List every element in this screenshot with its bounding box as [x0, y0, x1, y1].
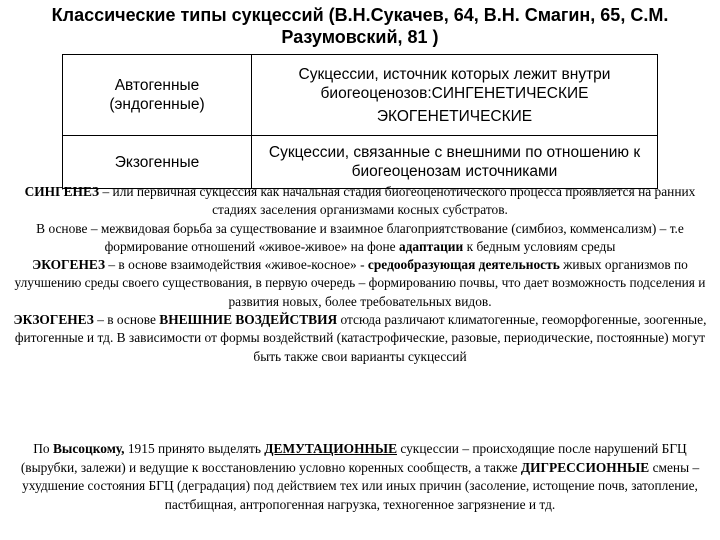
term-ecogenesis: ЭКОГЕНЕЗ: [32, 257, 106, 273]
term-adaptation: адаптации: [398, 238, 464, 254]
syngenesis-basis-paragraph: В основе – межвидовая борьба за существование и взаимное благоприятствование (симбиоз, комменсализм) – т.е формирование отношений «живое-живое» на фоне адаптации к бедным условиям среды: [36, 220, 684, 254]
term-syngenesis: СИНГЕНЕЗ: [24, 184, 100, 199]
table-row: [63, 55, 658, 136]
term-environment-forming: средообразующая деятельность: [367, 257, 560, 273]
table-cell-description: [252, 55, 658, 136]
term-exogenesis: ЭКЗОГЕНЕЗ: [13, 312, 94, 328]
table-row: [63, 136, 658, 189]
table-cell-description: Сукцессии, связанные с внешними по отношению к биогеоценозам источниками: [252, 136, 658, 189]
table-cell-type: Автогенные (эндогенные): [63, 55, 252, 136]
ecogenesis-paragraph: ЭКОГЕНЕЗ – в основе взаимодействия «живое-косное» - средообразующая деятельность живых организмов по улучшению среды своего существования, в первую очередь – формированию почвы, что дает возможность подселения и развития новых, более требовательных видов.: [14, 257, 706, 309]
succession-types-table: [62, 54, 658, 189]
main-text: [4, 183, 716, 366]
term-demutation: ДЕМУТАЦИОННЫЕ: [264, 441, 397, 456]
description-text: Сукцессии, источник которых лежит внутри биогеоценозов:СИНГЕНЕТИЧЕСКИЕ: [298, 65, 611, 102]
description-text-extra: ЭКОГЕНЕТИЧЕСКИЕ: [376, 107, 533, 125]
syngenesis-paragraph: СИНГЕНЕЗ – или первичная сукцессия как начальная стадия биогеоценотического процесса проявляется на ранних стадиях заселения организмами косных субстратов.: [24, 184, 696, 218]
term-external-impacts: ВНЕШНИЕ ВОЗДЕЙСТВИЯ: [159, 312, 338, 328]
author-vysotsky: Высоцкому,: [52, 441, 125, 456]
page-title: Классические типы сукцессий (В.Н.Сукачев, 64, В.Н. Смагин, 65, С.М. Разумовский, 81 ): [51, 5, 669, 47]
term-digression: ДИГРЕССИОННЫЕ: [520, 459, 650, 475]
table-cell-type: Экзогенные: [63, 136, 252, 189]
footer-paragraph: По Высоцкому, 1915 принято выделять ДЕМУТАЦИОННЫЕ сукцессии – происходящие после нарушений БГЦ (вырубки, залежи) и ведущие к восстановлению условно коренных сообществ, а также ДИГРЕССИОННЫЕ смены – ухудшение состояния БГЦ (деградация) под действием тех или иных причин (засоление, истощение почв, затопление, пастбищная, антропогенная нагрузка, техногенное загрязнение и тд.: [20, 441, 700, 512]
exogenesis-paragraph: ЭКЗОГЕНЕЗ – в основе ВНЕШНИЕ ВОЗДЕЙСТВИЯ отсюда различают климатогенные, геоморфогенные, зоогенные, фитогенные и тд. В зависимости от формы воздействий (катастрофические, разовые, периодические, постоянные) могут быть также свои варианты сукцессий: [13, 312, 707, 364]
